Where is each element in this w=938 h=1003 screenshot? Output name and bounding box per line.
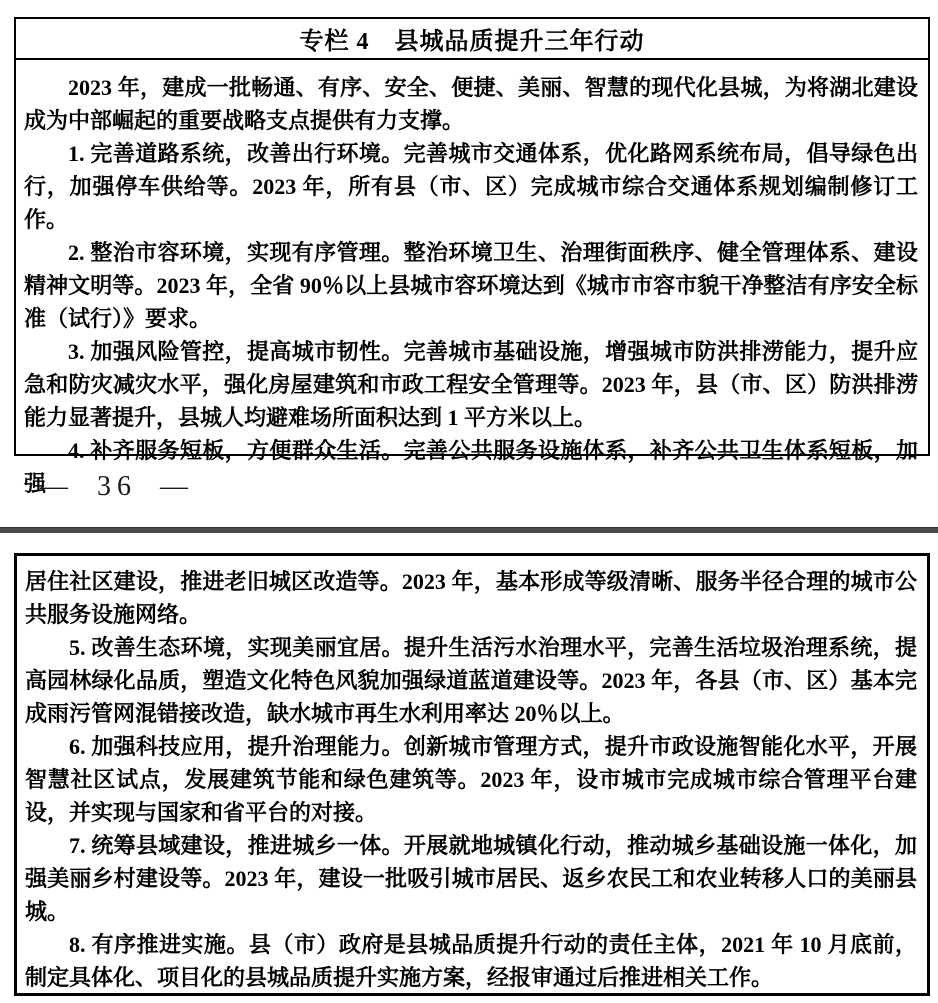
paragraph: 2023 年，建成一批畅通、有序、安全、便捷、美丽、智慧的现代化县城，为将湖北建设成为中部崛起的重要战略支点提供有力支撑。 <box>24 75 918 133</box>
paragraph: 7. 统筹县域建设，推进城乡一体。开展就地城镇化行动，推动城乡基础设施一体化，加强美丽乡村建设等。2023 年，建设一批吸引城市居民、返乡农民工和农业转移人口的美丽县城。 <box>25 833 917 924</box>
paragraph: 1. 完善道路系统，改善出行环境。完善城市交通体系，优化路网系统布局，倡导绿色出行，加强停车供给等。2023 年，所有县（市、区）完成城市综合交通体系规划编制修订工作。 <box>24 141 918 232</box>
paragraph: 8. 有序推进实施。县（市）政府是县城品质提升行动的责任主体，2021 年 10 月底前，制定具体化、项目化的县城品质提升实施方案，经报审通过后推进相关工作。 <box>25 932 917 990</box>
page-number: — 36 — <box>40 471 194 502</box>
paragraph: 6. 加强科技应用，提升治理能力。创新城市管理方式，提升市政设施智能化水平，开展智慧社区试点，发展建筑节能和绿色建筑等。2023 年，设市城市完成城市综合管理平台建设，并实现与国家和省平台的对接。 <box>25 734 917 825</box>
page-break-divider <box>0 527 938 533</box>
paragraph-continuation: 居住社区建设，推进老旧城区改造等。2023 年，基本形成等级清晰、服务半径合理的城市公共服务设施网络。 <box>25 569 917 627</box>
box-body-lower <box>17 556 927 994</box>
paragraph: 5. 改善生态环境，实现美丽宜居。提升生活污水治理水平，完善生活垃圾治理系统，提高园林绿化品质，塑造文化特色风貌加强绿道蓝道建设等。2023 年，各县（市、区）基本完成雨污管网混错接改造，缺水城市再生水利用率达 20％以上。 <box>25 635 917 726</box>
paragraph: 3. 加强风险管控，提高城市韧性。完善城市基础设施，增强城市防洪排涝能力，提升应急和防灾减灾水平，强化房屋建筑和市政工程安全管理等。2023 年，县（市、区）防洪排涝能力显著提升，县城人均避难场所面积达到 1 平方米以上。 <box>24 339 918 430</box>
paragraph: 4. 补齐服务短板，方便群众生活。完善公共服务设施体系，补齐公共卫生体系短板，加强 <box>24 438 918 496</box>
paragraph: 2. 整治市容环境，实现有序管理。整治环境卫生、治理街面秩序、健全管理体系、建设精神文明等。2023 年，全省 90％以上县城市容环境达到《城市市容市貌干净整洁有序安全标准（试行）》要求。 <box>24 240 918 331</box>
box-body-upper <box>16 60 928 500</box>
callout-box-lower <box>14 553 930 996</box>
box-title: 专栏 4 县城品质提升三年行动 <box>16 19 928 60</box>
